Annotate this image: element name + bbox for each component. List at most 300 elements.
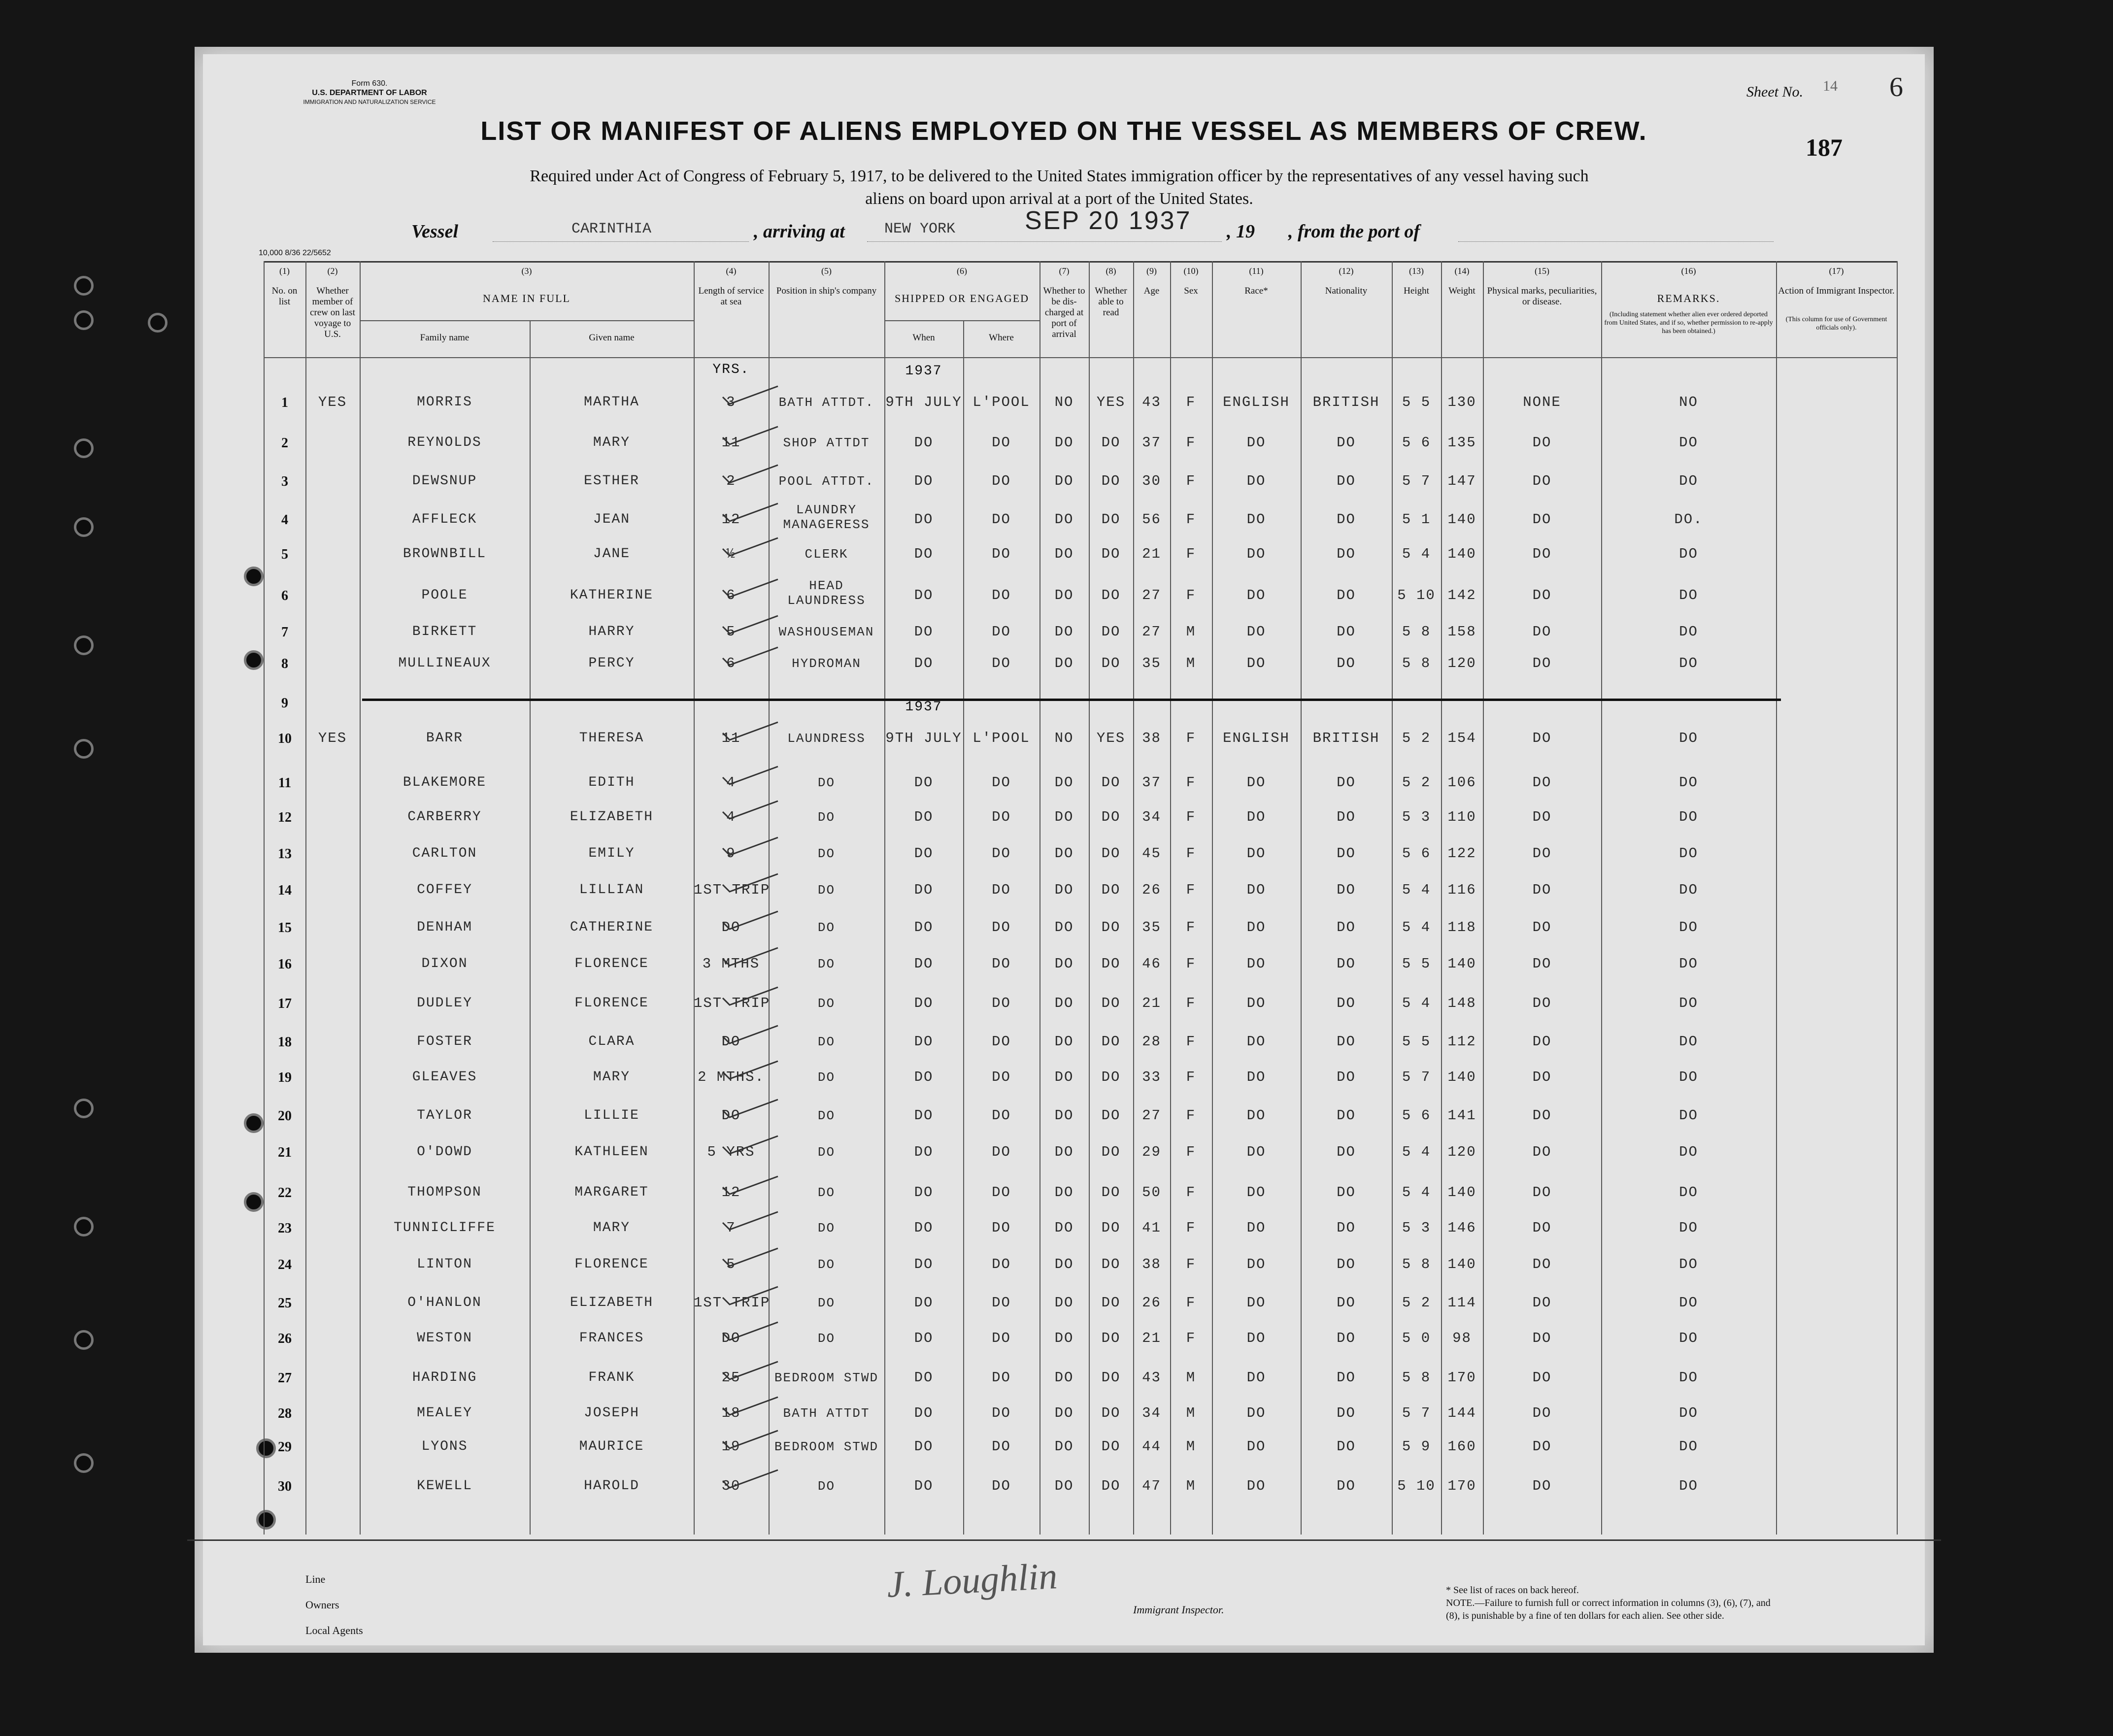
inspector-signature: J. Loughlin (886, 1555, 1059, 1606)
cell-height: 5 2 (1402, 1295, 1431, 1311)
cell-where: DO (992, 1478, 1011, 1494)
cell-race: DO (1246, 1369, 1266, 1386)
cell-when: DO (914, 809, 934, 825)
cell-height: 5 7 (1402, 473, 1431, 489)
inspector-label: Immigrant Inspector. (1133, 1603, 1224, 1616)
cell-sex: F (1186, 882, 1196, 898)
cell-remarks: DO (1679, 995, 1698, 1011)
cell-when: DO (914, 1256, 934, 1272)
cell-family: O'HANLON (407, 1295, 482, 1310)
cell-family: MULLINEAUX (398, 656, 491, 671)
cell-age: 21 (1142, 995, 1161, 1011)
date-stamp: SEP 20 1937 (1025, 206, 1192, 235)
cell-marks: DO (1532, 1184, 1552, 1201)
cell-family: KEWELL (417, 1478, 472, 1494)
page-title: LIST OR MANIFEST OF ALIENS EMPLOYED ON THE VESSEL AS MEMBERS OF CREW. (480, 116, 1647, 146)
cell-nat: DO (1337, 1184, 1356, 1201)
cell-nat: DO (1337, 1405, 1356, 1421)
cell-nat: DO (1337, 1330, 1356, 1346)
cell-disch: DO (1054, 511, 1074, 528)
cell-when: DO (914, 1034, 934, 1050)
cell-race: DO (1246, 919, 1266, 935)
cell-age: 26 (1142, 1295, 1161, 1311)
cell-disch: DO (1054, 956, 1074, 972)
cell-sex: F (1186, 809, 1196, 825)
cell-where: DO (992, 882, 1011, 898)
cell-remarks: DO (1679, 1184, 1698, 1201)
cell-sex: M (1186, 655, 1196, 671)
owners-label: Owners (305, 1599, 339, 1611)
cell-height: 5 8 (1402, 655, 1431, 671)
cell-height: 5 8 (1402, 1369, 1431, 1386)
column-label-17: Action of Immigrant Inspector. (1778, 286, 1895, 296)
cell-given: FLORENCE (574, 996, 649, 1011)
cell-disch: DO (1054, 655, 1074, 671)
cell-remarks: DO (1679, 1405, 1698, 1421)
cell-height: 5 8 (1402, 624, 1431, 640)
cell-position: CLERK (805, 547, 848, 562)
cell-weight: 140 (1447, 1256, 1476, 1272)
cell-position: BEDROOM STWD (774, 1370, 879, 1385)
cell-where: DO (992, 774, 1011, 791)
cell-given: MARY (593, 1069, 631, 1085)
from-port-label: , from the port of (1288, 221, 1420, 242)
cell-read: DO (1101, 1478, 1121, 1494)
column-label-15: Physical marks, peculiarities, or disease. (1487, 286, 1597, 307)
form-department: U.S. DEPARTMENT OF LABOR (312, 89, 427, 97)
cell-marks: DO (1532, 730, 1552, 746)
cell-family: BIRKETT (412, 624, 477, 639)
cell-nat: DO (1337, 882, 1356, 898)
cell-family: DUDLEY (417, 996, 472, 1011)
column-number-2: (2) (327, 266, 338, 276)
cell-disch: DO (1054, 1069, 1074, 1085)
cell-when: DO (914, 845, 934, 862)
column-number-6: (6) (957, 266, 967, 276)
cell-height: 5 3 (1402, 1220, 1431, 1236)
cell-family: BROWNBILL (402, 546, 487, 562)
column-divider (264, 261, 265, 1535)
cell-when: DO (914, 1184, 934, 1201)
footnote (1446, 1584, 1781, 1622)
cell-weight: 140 (1447, 1069, 1476, 1085)
cell-weight: 154 (1447, 730, 1476, 746)
cell-given: FRANK (588, 1370, 635, 1385)
check-mark (721, 501, 780, 521)
column-label-13: Height (1404, 286, 1429, 296)
cell-remarks: DO (1679, 1034, 1698, 1050)
cell-where: DO (992, 1034, 1011, 1050)
cell-nat: DO (1337, 1256, 1356, 1272)
cell-where: L'POOL (973, 730, 1030, 746)
cell-weight: 112 (1447, 1034, 1476, 1050)
footer-divider (187, 1539, 1941, 1541)
cell-race: DO (1246, 655, 1266, 671)
cell-position: DO (817, 957, 836, 971)
cell-age: 21 (1142, 546, 1161, 562)
cell-disch: DO (1054, 995, 1074, 1011)
row-number: 16 (278, 957, 292, 972)
cell-remarks: DO (1679, 809, 1698, 825)
cell-age: 56 (1142, 511, 1161, 528)
cell-nat: DO (1337, 1069, 1356, 1085)
cell-sex: M (1186, 1478, 1196, 1494)
cell-remarks: DO (1679, 546, 1698, 562)
arrival-port: NEW YORK (884, 221, 956, 237)
cell-remarks: DO (1679, 1369, 1698, 1386)
cell-weight: 118 (1447, 919, 1476, 935)
cell-read: DO (1101, 919, 1121, 935)
cell-weight: 140 (1447, 511, 1476, 528)
cell-given: KATHLEEN (574, 1144, 649, 1160)
cell-where: DO (992, 1438, 1011, 1455)
cell-weight: 120 (1447, 655, 1476, 671)
column-number-16: (16) (1681, 266, 1696, 276)
check-mark (721, 1098, 780, 1117)
check-mark (721, 1246, 780, 1266)
cell-weight: 140 (1447, 1184, 1476, 1201)
row-number: 1 (281, 395, 288, 410)
cell-race: DO (1246, 473, 1266, 489)
cell-read: DO (1101, 1184, 1121, 1201)
cell-disch: DO (1054, 809, 1074, 825)
check-mark (721, 720, 780, 740)
cell-where: DO (992, 1295, 1011, 1311)
check-mark (721, 614, 780, 634)
line-label: Line (305, 1573, 326, 1585)
cell-when: DO (914, 655, 934, 671)
cell-given: MARY (593, 1220, 631, 1235)
cell-where: DO (992, 587, 1011, 603)
cell-family: MEALEY (417, 1405, 472, 1421)
cell-height: 5 4 (1402, 1184, 1431, 1201)
cell-nat: DO (1337, 1034, 1356, 1050)
row-number: 3 (281, 474, 288, 489)
cell-remarks: DO (1679, 434, 1698, 451)
cell-sex: F (1186, 1330, 1196, 1346)
cell-service: 4 (726, 809, 736, 825)
cell-remarks: DO (1679, 1107, 1698, 1124)
cell-sex: F (1186, 730, 1196, 746)
row-number: 19 (278, 1070, 292, 1085)
year-above: 1937 (905, 700, 942, 715)
cell-age: 47 (1142, 1478, 1161, 1494)
cell-read: DO (1101, 1069, 1121, 1085)
cell-where: DO (992, 1144, 1011, 1160)
cell-sex: M (1186, 1438, 1196, 1455)
cell-disch: DO (1054, 1295, 1074, 1311)
cell-height: 5 4 (1402, 546, 1431, 562)
cell-given: THERESA (579, 731, 644, 746)
cell-sex: F (1186, 473, 1196, 489)
cell-sex: F (1186, 394, 1196, 410)
cell-remarks: DO. (1674, 511, 1703, 528)
cell-given: FLORENCE (574, 956, 649, 971)
row-number: 21 (278, 1145, 292, 1160)
cell-read: DO (1101, 1107, 1121, 1124)
cell-family: MORRIS (417, 395, 472, 410)
check-mark (721, 946, 780, 966)
cell-remarks: DO (1679, 1478, 1698, 1494)
cell-age: 45 (1142, 845, 1161, 862)
cell-given: JANE (593, 546, 631, 562)
section-separator (362, 699, 1781, 701)
cell-race: DO (1246, 845, 1266, 862)
cell-nat: DO (1337, 1438, 1356, 1455)
cell-position: DO (817, 846, 836, 861)
cell-position: DO (817, 1331, 836, 1346)
cell-height: 5 10 (1397, 587, 1436, 603)
vessel-label: Vessel (411, 221, 458, 242)
cell-nat: DO (1337, 809, 1356, 825)
cell-given: FLORENCE (574, 1257, 649, 1272)
binder-hole (74, 1330, 94, 1350)
cell-weight: 170 (1447, 1478, 1476, 1494)
margin-number: 6 (1889, 72, 1903, 102)
cell-where: DO (992, 1069, 1011, 1085)
cell-nat: DO (1337, 919, 1356, 935)
row-number: 13 (278, 846, 292, 862)
cell-service: 18 (721, 1405, 741, 1421)
cell-marks: DO (1532, 587, 1552, 603)
cell-age: 37 (1142, 774, 1161, 791)
row-number: 5 (281, 547, 288, 562)
cell-given: JOSEPH (584, 1405, 639, 1421)
cell-nat: DO (1337, 774, 1356, 791)
row-number: 8 (281, 656, 288, 671)
cell-position: POOL ATTDT. (778, 474, 874, 489)
table-header-border (264, 357, 1897, 358)
column-number-10: (10) (1183, 266, 1199, 276)
cell-read: DO (1101, 624, 1121, 640)
column-label-11: Race* (1244, 286, 1268, 296)
check-mark (721, 1210, 780, 1230)
cell-weight: 114 (1447, 1295, 1476, 1311)
column-number-11: (11) (1249, 266, 1264, 276)
cell-when: DO (914, 1144, 934, 1160)
cell-marks: DO (1532, 1295, 1552, 1311)
cell-race: DO (1246, 1256, 1266, 1272)
cell-remarks: NO (1679, 394, 1698, 410)
row-number: 4 (281, 512, 288, 528)
row-number: 26 (278, 1331, 292, 1346)
cell-given: CATHERINE (570, 920, 654, 935)
cell-where: DO (992, 1405, 1011, 1421)
cell-when: DO (914, 1330, 934, 1346)
cell-marks: DO (1532, 774, 1552, 791)
cell-height: 5 6 (1402, 434, 1431, 451)
form-header (286, 79, 453, 107)
cell-disch: DO (1054, 1034, 1074, 1050)
table-top-border (264, 261, 1897, 263)
cell-marks: DO (1532, 1107, 1552, 1124)
row-number: 29 (278, 1439, 292, 1455)
column-number-1: (1) (279, 266, 290, 276)
cell-age: 33 (1142, 1069, 1161, 1085)
cell-sex: M (1186, 1405, 1196, 1421)
cell-race: DO (1246, 1069, 1266, 1085)
row-number: 30 (278, 1479, 292, 1494)
cell-race: DO (1246, 434, 1266, 451)
cell-marks: DO (1532, 655, 1552, 671)
cell-marks: DO (1532, 882, 1552, 898)
cell-race: DO (1246, 1438, 1266, 1455)
cell-family: LINTON (417, 1257, 472, 1272)
row-number: 2 (281, 435, 288, 451)
cell-family: DEWSNUP (412, 473, 477, 489)
when-header: When (912, 333, 935, 343)
binder-hole (74, 276, 94, 296)
cell-read: DO (1101, 956, 1121, 972)
check-mark (721, 909, 780, 929)
cell-read: DO (1101, 1144, 1121, 1160)
cell-age: 27 (1142, 587, 1161, 603)
cell-race: DO (1246, 546, 1266, 562)
cell-weight: 140 (1447, 546, 1476, 562)
column-number-5: (5) (821, 266, 832, 276)
binder-hole (244, 650, 264, 670)
cell-sex: F (1186, 774, 1196, 791)
column-label-7: Whether to be dis-charged at port of arrival (1043, 286, 1085, 339)
column-number-8: (8) (1106, 266, 1116, 276)
cell-read: DO (1101, 587, 1121, 603)
cell-read: DO (1101, 1220, 1121, 1236)
row-number: 12 (278, 810, 292, 825)
cell-family: LYONS (421, 1439, 468, 1454)
cell-age: 21 (1142, 1330, 1161, 1346)
cell-when: DO (914, 919, 934, 935)
column-number-13: (13) (1409, 266, 1424, 276)
cell-race: DO (1246, 1330, 1266, 1346)
cell-service: 1ST TRIP (694, 1295, 771, 1311)
cell-age: 28 (1142, 1034, 1161, 1050)
cell-nat: DO (1337, 511, 1356, 528)
cell-service: 12 (721, 1184, 741, 1201)
row-number: 27 (278, 1370, 292, 1386)
cell-weight: 110 (1447, 809, 1476, 825)
cell-marks: DO (1532, 624, 1552, 640)
cell-position: DO (817, 810, 836, 825)
cell-race: DO (1246, 1107, 1266, 1124)
service-unit: YRS. (712, 362, 750, 377)
year-label: , 19 (1227, 221, 1255, 242)
cell-nat: DO (1337, 956, 1356, 972)
cell-read: DO (1101, 473, 1121, 489)
cell-weight: 135 (1447, 434, 1476, 451)
cell-service: 5 (726, 1256, 736, 1272)
cell-read: DO (1101, 546, 1121, 562)
cell-disch: DO (1054, 1405, 1074, 1421)
cell-marks: DO (1532, 473, 1552, 489)
cell-weight: 106 (1447, 774, 1476, 791)
cell-disch: NO (1054, 394, 1074, 410)
cell-when: DO (914, 1369, 934, 1386)
cell-height: 5 6 (1402, 1107, 1431, 1124)
check-mark (721, 1360, 780, 1379)
cell-where: DO (992, 624, 1011, 640)
cell-remarks: DO (1679, 1256, 1698, 1272)
cell-weight: 122 (1447, 845, 1476, 862)
cell-given: JEAN (593, 512, 631, 527)
binder-hole (74, 310, 94, 330)
cell-marks: DO (1532, 809, 1552, 825)
cell-weight: 141 (1447, 1107, 1476, 1124)
cell-disch: DO (1054, 473, 1074, 489)
check-mark (721, 1429, 780, 1448)
binder-hole (244, 1192, 264, 1212)
cell-weight: 98 (1452, 1330, 1472, 1346)
cell-remarks: DO (1679, 655, 1698, 671)
cell-sex: F (1186, 1220, 1196, 1236)
cell-weight: 146 (1447, 1220, 1476, 1236)
cell-marks: DO (1532, 1144, 1552, 1160)
cell-remarks: DO (1679, 882, 1698, 898)
footnote-penalty: NOTE.—Failure to furnish full or correct information in columns (3), (6), (7), and (8), is punishable by a fine of ten dollars for each alien. See other side. (1446, 1598, 1771, 1621)
row-number: 7 (281, 625, 288, 640)
check-mark (721, 1059, 780, 1079)
cell-weight: 116 (1447, 882, 1476, 898)
cell-age: 27 (1142, 1107, 1161, 1124)
sheet-number-value: 14 (1823, 78, 1838, 94)
check-mark (721, 645, 780, 665)
cell-service: 30 (721, 1478, 741, 1494)
cell-prev: YES (318, 394, 347, 410)
row-number: 9 (281, 696, 288, 711)
cell-marks: DO (1532, 511, 1552, 528)
cell-height: 5 4 (1402, 919, 1431, 935)
cell-remarks: DO (1679, 473, 1698, 489)
cell-sex: F (1186, 845, 1196, 862)
cell-position: DO (817, 996, 836, 1011)
column-label-8: Whether able to read (1095, 286, 1127, 318)
check-mark (721, 536, 780, 556)
row-number: 11 (278, 775, 292, 791)
cell-race: DO (1246, 511, 1266, 528)
cell-remarks: DO (1679, 1144, 1698, 1160)
column-divider (1897, 261, 1898, 1535)
remarks-note: (Including statement whether alien ever ordered deported from United States, and if so, whether permission to re-apply has been obtained.) (1604, 311, 1773, 335)
cell-where: DO (992, 1184, 1011, 1201)
cell-given: MARTHA (584, 395, 639, 410)
cell-position: DO (817, 1145, 836, 1160)
cell-service: 1ST TRIP (694, 995, 771, 1011)
cell-marks: DO (1532, 546, 1552, 562)
cell-when: DO (914, 956, 934, 972)
column-label-1: No. on list (271, 286, 298, 307)
check-mark (721, 1320, 780, 1340)
cell-age: 37 (1142, 434, 1161, 451)
cell-disch: DO (1054, 1107, 1074, 1124)
cell-service: 11 (721, 434, 741, 451)
cell-sex: F (1186, 434, 1196, 451)
cell-where: DO (992, 845, 1011, 862)
cell-disch: DO (1054, 1438, 1074, 1455)
cell-read: DO (1101, 809, 1121, 825)
cell-position: DO (817, 1296, 836, 1310)
check-mark (721, 425, 780, 444)
cell-nat: DO (1337, 1144, 1356, 1160)
cell-age: 35 (1142, 655, 1161, 671)
cell-service: 25 (721, 1369, 741, 1386)
cell-position: DO (817, 1185, 836, 1200)
name-subheader-line (360, 320, 694, 321)
cell-nat: DO (1337, 587, 1356, 603)
cell-where: DO (992, 1330, 1011, 1346)
binder-hole (244, 567, 264, 586)
cell-disch: DO (1054, 774, 1074, 791)
cell-read: DO (1101, 1438, 1121, 1455)
cell-service: 4 (726, 774, 736, 791)
